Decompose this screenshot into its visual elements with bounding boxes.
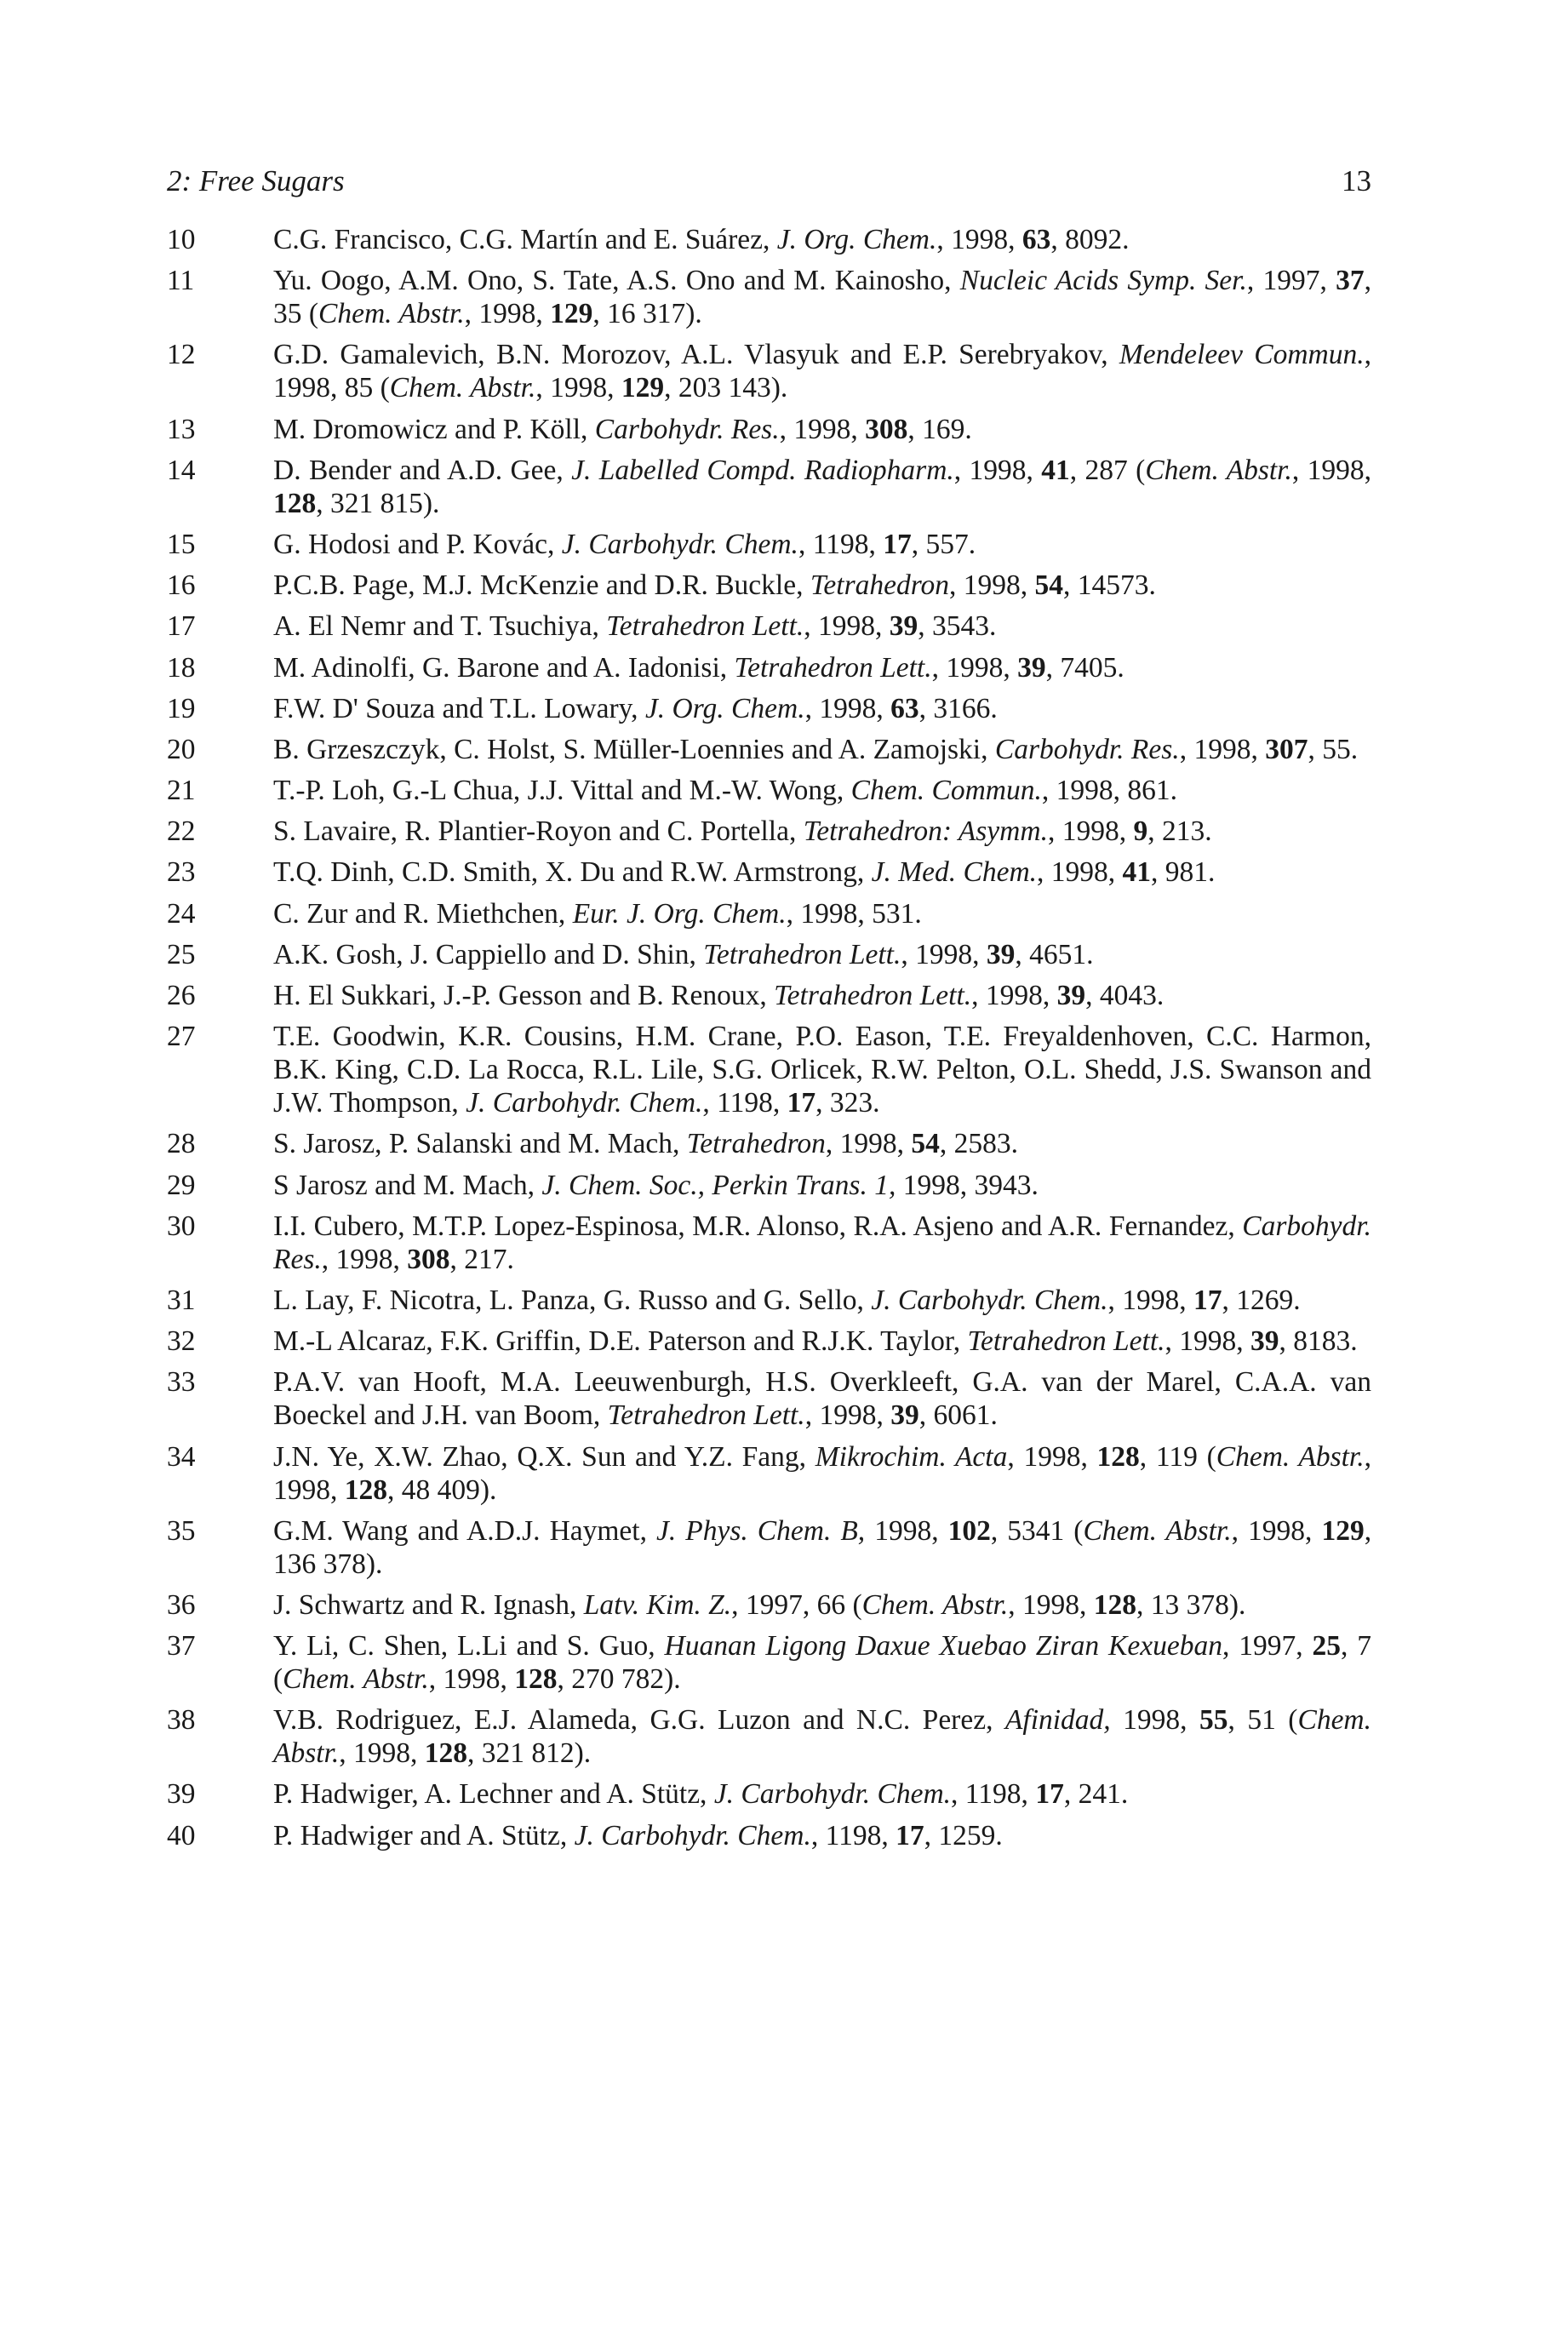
reference-text: B. Grzeszczyk, C. Holst, S. Müller-Loennies and A. Zamojski, Carbohydr. Res., 1998, 307, 55. — [273, 733, 1359, 765]
reference-text: P. Hadwiger and A. Stütz, J. Carbohydr. Chem., 1198, 17, 1259. — [273, 1819, 1003, 1851]
reference-number: 26 — [167, 980, 196, 1011]
reference-text: G. Hodosi and P. Kovác, J. Carbohydr. Chem., 1198, 17, 557. — [273, 528, 976, 560]
reference-text: S. Lavaire, R. Plantier-Royon and C. Portella, Tetrahedron: Asymm., 1998, 9, 213. — [273, 815, 1212, 848]
reference-number: 13 — [167, 413, 196, 445]
reference-number: 12 — [167, 339, 196, 371]
reference-number: 33 — [167, 1366, 196, 1399]
reference-item — [167, 1703, 1371, 1770]
reference-text: M. Adinolfi, G. Barone and A. Iadonisi, Tetrahedron Lett., 1998, 39, 7405. — [273, 651, 1124, 684]
reference-number: 35 — [167, 1514, 196, 1547]
reference-number: 21 — [167, 775, 196, 807]
reference-item — [167, 223, 1371, 256]
reference-item — [167, 609, 1371, 643]
reference-number: 38 — [167, 1704, 196, 1737]
reference-item — [167, 1169, 1371, 1202]
reference-text: L. Lay, F. Nicotra, L. Panza, G. Russo and G. Sello, J. Carbohydr. Chem., 1998, 17, 1269. — [273, 1284, 1301, 1316]
reference-text: M.-L Alcaraz, F.K. Griffin, D.E. Paterson and R.J.K. Taylor, Tetrahedron Lett., 1998, 39, 8183. — [273, 1325, 1358, 1358]
reference-item — [167, 897, 1371, 930]
reference-number: 15 — [167, 528, 196, 560]
reference-item — [167, 1325, 1371, 1358]
reference-text: C. Zur and R. Miethchen, Eur. J. Org. Chem., 1998, 531. — [273, 897, 922, 930]
reference-item — [167, 1365, 1371, 1432]
reference-number: 34 — [167, 1440, 196, 1473]
reference-number: 10 — [167, 224, 196, 255]
page-header — [167, 160, 1371, 203]
reference-item — [167, 979, 1371, 1012]
reference-text: I.I. Cubero, M.T.P. Lopez-Espinosa, M.R. Alonso, R.A. Asjeno and A.R. Fernandez, Carbohydr. Res., 1998, 308, 217. — [273, 1210, 1371, 1275]
reference-text: J. Schwartz and R. Ignash, Latv. Kim. Z., 1997, 66 (Chem. Abstr., 1998, 128, 13 378). — [273, 1588, 1246, 1621]
reference-number: 30 — [167, 1210, 196, 1242]
reference-item — [167, 1127, 1371, 1160]
reference-number: 39 — [167, 1778, 196, 1811]
reference-text: Y. Li, C. Shen, L.Li and S. Guo, Huanan Ligong Daxue Xuebao Ziran Kexueban, 1997, 25, 7 (Chem. Abstr., 1998, 128, 270 782). — [273, 1630, 1371, 1696]
reference-text: H. El Sukkari, J.-P. Gesson and B. Renoux, Tetrahedron Lett., 1998, 39, 4043. — [273, 980, 1165, 1011]
page-number: 13 — [1342, 164, 1371, 197]
reference-text: D. Bender and A.D. Gee, J. Labelled Compd. Radiopharm., 1998, 41, 287 (Chem. Abstr., 1998, 128, 321 815). — [273, 454, 1371, 519]
reference-number: 23 — [167, 856, 196, 889]
reference-item — [167, 569, 1371, 602]
reference-text: F.W. D' Souza and T.L. Lowary, J. Org. Chem., 1998, 63, 3166. — [273, 692, 998, 724]
reference-item — [167, 338, 1371, 404]
reference-item — [167, 264, 1371, 330]
reference-item — [167, 815, 1371, 848]
reference-number: 14 — [167, 454, 196, 486]
reference-number: 19 — [167, 692, 196, 724]
reference-text: C.G. Francisco, C.G. Martín and E. Suárez, J. Org. Chem., 1998, 63, 8092. — [273, 224, 1130, 255]
reference-number: 18 — [167, 651, 196, 684]
reference-text: T.E. Goodwin, K.R. Cousins, H.M. Crane, P.O. Eason, T.E. Freyaldenhoven, C.C. Harmon, B.K. King, C.D. La Rocca, R.L. Lile, S.G. Orlicek, R.W. Pelton, O.L. Shedd, J.S. Swanson and J.W. Thompson, J. Carbohydr. Chem., 1198, 17, 323. — [273, 1021, 1371, 1119]
reference-text: A.K. Gosh, J. Cappiello and D. Shin, Tetrahedron Lett., 1998, 39, 4651. — [273, 938, 1094, 970]
reference-text: G.M. Wang and A.D.J. Haymet, J. Phys. Chem. B, 1998, 102, 5341 (Chem. Abstr., 1998, 129, 136 378). — [273, 1514, 1372, 1580]
reference-item — [167, 1284, 1371, 1317]
reference-item — [167, 692, 1371, 725]
reference-item — [167, 733, 1371, 766]
reference-number: 36 — [167, 1588, 196, 1621]
reference-number: 16 — [167, 569, 196, 602]
reference-item — [167, 1440, 1371, 1507]
reference-list — [167, 223, 1371, 1860]
reference-text: J.N. Ye, X.W. Zhao, Q.X. Sun and Y.Z. Fang, Mikrochim. Acta, 1998, 128, 119 (Chem. Abstr., 1998, 128, 48 409). — [273, 1440, 1371, 1506]
reference-item — [167, 1210, 1371, 1276]
reference-number: 29 — [167, 1169, 196, 1201]
reference-text: V.B. Rodriguez, E.J. Alameda, G.G. Luzon and N.C. Perez, Afinidad, 1998, 55, 51 (Chem. Abstr., 1998, 128, 321 812). — [273, 1704, 1371, 1770]
reference-number: 40 — [167, 1819, 196, 1851]
reference-text: S. Jarosz, P. Salanski and M. Mach, Tetrahedron, 1998, 54, 2583. — [273, 1128, 1019, 1160]
reference-text: P.A.V. van Hooft, M.A. Leeuwenburgh, H.S. Overkleeft, G.A. van der Marel, C.A.A. van Boeckel and J.H. van Boom, Tetrahedron Lett., 1998, 39, 6061. — [273, 1366, 1371, 1432]
reference-number: 22 — [167, 815, 196, 848]
reference-text: G.D. Gamalevich, B.N. Morozov, A.L. Vlasyuk and E.P. Serebryakov, Mendeleev Commun., 1998, 85 (Chem. Abstr., 1998, 129, 203 143). — [273, 339, 1371, 404]
reference-number: 27 — [167, 1021, 196, 1053]
reference-item — [167, 413, 1371, 446]
reference-item — [167, 774, 1371, 807]
reference-number: 17 — [167, 610, 196, 643]
reference-text: T.Q. Dinh, C.D. Smith, X. Du and R.W. Armstrong, J. Med. Chem., 1998, 41, 981. — [273, 856, 1216, 889]
reference-number: 37 — [167, 1630, 196, 1662]
reference-text: Yu. Oogo, A.M. Ono, S. Tate, A.S. Ono and M. Kainosho, Nucleic Acids Symp. Ser., 1997, 37, 35 (Chem. Abstr., 1998, 129, 16 317). — [273, 265, 1372, 330]
running-title: 2: Free Sugars — [167, 164, 345, 197]
reference-text: T.-P. Loh, G.-L Chua, J.J. Vittal and M.-W. Wong, Chem. Commun., 1998, 861. — [273, 775, 1177, 807]
reference-item — [167, 1020, 1371, 1119]
reference-text: S Jarosz and M. Mach, J. Chem. Soc., Perkin Trans. 1, 1998, 3943. — [273, 1169, 1039, 1201]
reference-item — [167, 528, 1371, 561]
reference-text: M. Dromowicz and P. Köll, Carbohydr. Res., 1998, 308, 169. — [273, 413, 972, 445]
reference-text: A. El Nemr and T. Tsuchiya, Tetrahedron Lett., 1998, 39, 3543. — [273, 610, 997, 643]
reference-number: 25 — [167, 938, 196, 970]
reference-item — [167, 1588, 1371, 1622]
reference-number: 28 — [167, 1128, 196, 1160]
reference-item — [167, 651, 1371, 684]
reference-item — [167, 1514, 1371, 1581]
reference-item — [167, 1819, 1371, 1852]
reference-text: P. Hadwiger, A. Lechner and A. Stütz, J. Carbohydr. Chem., 1198, 17, 241. — [273, 1778, 1129, 1811]
reference-text: P.C.B. Page, M.J. McKenzie and D.R. Buckle, Tetrahedron, 1998, 54, 14573. — [273, 569, 1156, 602]
reference-item — [167, 1777, 1371, 1811]
reference-item — [167, 856, 1371, 889]
reference-number: 31 — [167, 1284, 196, 1316]
reference-number: 24 — [167, 897, 196, 930]
reference-item — [167, 1629, 1371, 1696]
reference-item — [167, 454, 1371, 520]
reference-number: 32 — [167, 1325, 196, 1358]
reference-item — [167, 938, 1371, 971]
reference-number: 20 — [167, 733, 196, 765]
reference-number: 11 — [167, 265, 195, 297]
